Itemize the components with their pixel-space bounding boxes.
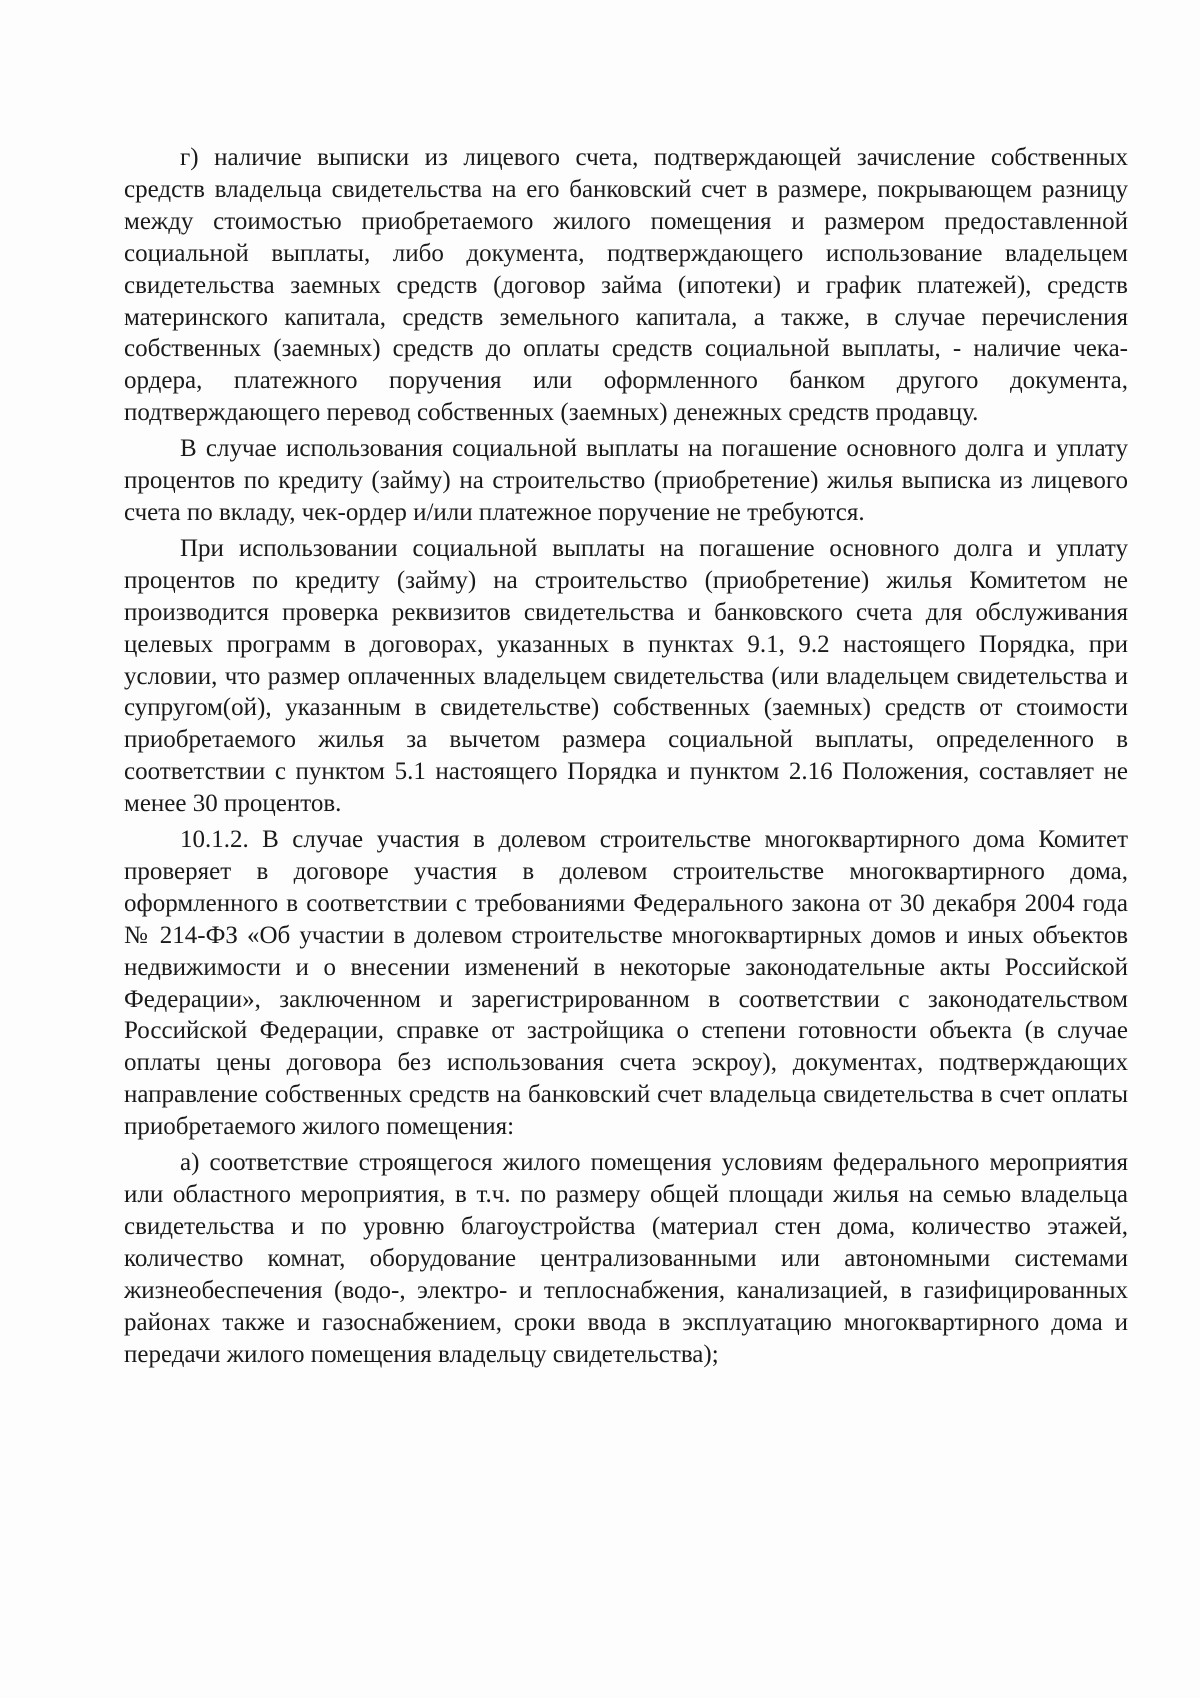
paragraph-social-payment-loan: В случае использования социальной выплаты на погашение основного долга и уплату процентов по кредиту (займу) на строительство (приобретение) жилья выписка из лицевого счета по вкладу, чек-ордер и/или платежное поручение не требуются. <box>124 435 1128 526</box>
paragraph-item-a: а) соответствие строящегося жилого помещения условиям федерального мероприятия или областного мероприятия, в т.ч. по размеру общей площади жилья на семью владельца свидетельства и по уровню благоустройства (материал стен дома, количество этажей, количество комнат, оборудование централизованными или автономными системами жизнеобеспечения (водо-, электро- и теплоснабжения, канализацией, в газифицированных районах также и газоснабжением, сроки ввода в эксплуатацию многоквартирного дома и передачи жилого помещения владельцу свидетельства); <box>124 1149 1128 1368</box>
paragraph-item-g: г) наличие выписки из лицевого счета, подтверждающей зачисление собственных средств владельца свидетельства на его банковский счет в размере, покрывающем разницу между стоимостью приобретаемого жилого помещения и размером предоставленной социальной выплаты, либо документа, подтверждающего использование владельцем свидетельства заемных средств (договор займа (ипотеки) и график платежей), средств материнского капитала, средств земельного капитала, а также, в случае перечисления собственных (заемных) средств до оплаты средств социальной выплаты, - наличие чека-ордера, платежного поручения или оформленного банком другого документа, подтверждающего перевод собственных (заемных) денежных средств продавцу. <box>124 144 1128 427</box>
document-body <box>124 142 1128 1370</box>
paragraph-committee-check: При использовании социальной выплаты на погашение основного долга и уплату процентов по кредиту (займу) на строительство (приобретение) жилья Комитетом не производится проверка реквизитов свидетельства и банковского счета для обслуживания целевых программ в договорах, указанных в пунктах 9.1, 9.2 настоящего Порядка, при условии, что размер оплаченных владельцем свидетельства (или владельцем свидетельства и супругом(ой), указанным в свидетельстве) собственных (заемных) средств от стоимости приобретаемого жилья за вычетом размера социальной выплаты, определенного в соответствии с пунктом 5.1 настоящего Порядка и пунктом 2.16 Положения, составляет не менее 30 процентов. <box>124 534 1128 818</box>
paragraph-10-1-2: 10.1.2. В случае участия в долевом строительстве многоквартирного дома Комитет проверяет в договоре участия в долевом строительстве многоквартирного дома, оформленного в соответствии с требованиями Федерального закона от 30 декабря 2004 года № 214-ФЗ «Об участии в долевом строительстве многоквартирных домов и иных объектов недвижимости и о внесении изменений в некоторые законодательные акты Российской Федерации», заключенном и зарегистрированном в соответствии с законодательством Российской Федерации, справке от застройщика о степени готовности объекта (в случае оплаты цены договора без использования счета эскроу), документах, подтверждающих направление собственных средств на банковский счет владельца свидетельства в счет оплаты приобретаемого жилого помещения: <box>124 826 1128 1141</box>
